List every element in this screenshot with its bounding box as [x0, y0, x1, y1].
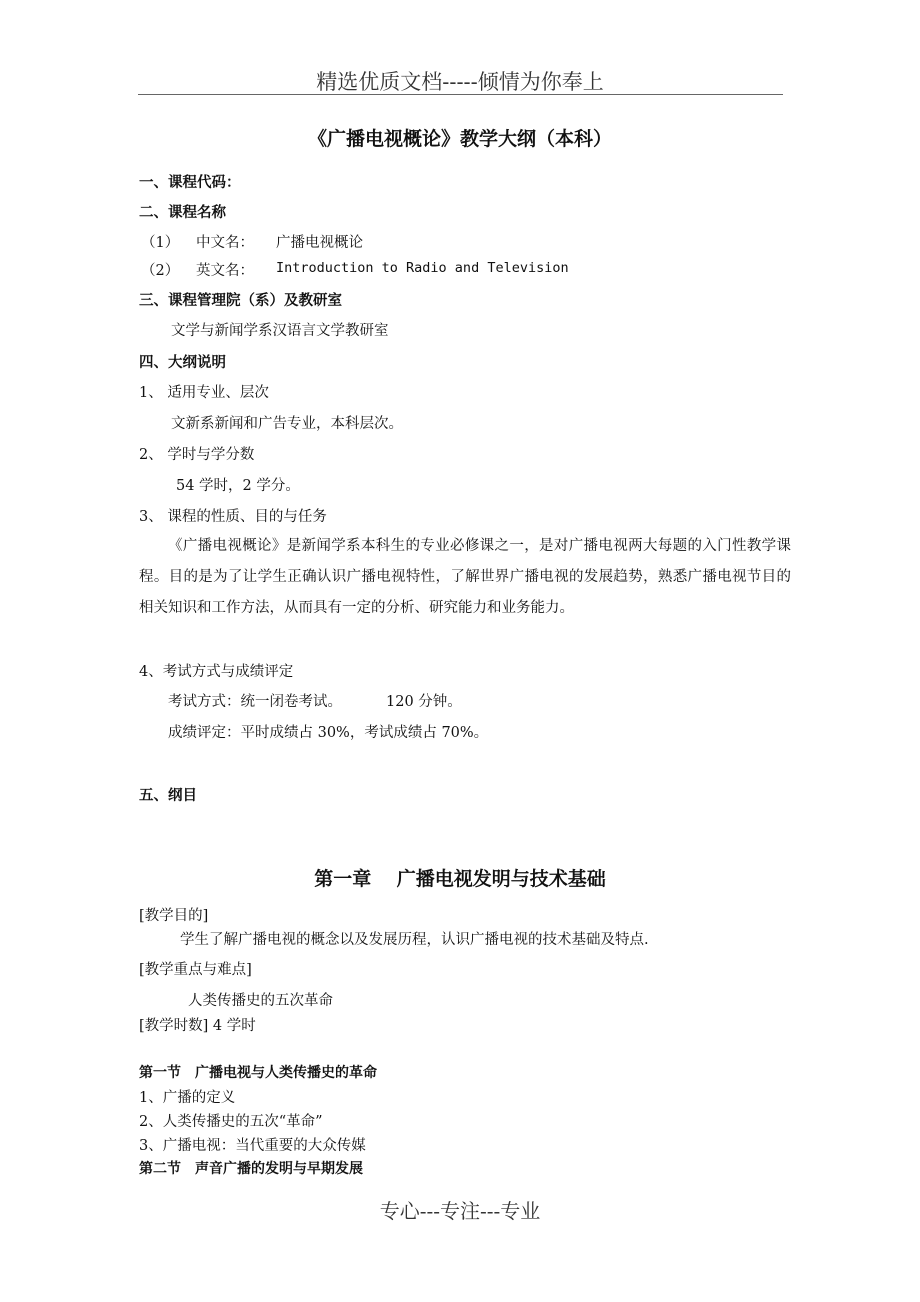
subheading-major: 1、 适用专业、层次: [139, 385, 269, 401]
section-1-item: 1、广播的定义: [139, 1090, 236, 1106]
heading-course-name: 二、课程名称: [139, 205, 226, 221]
section-1-item: 3、广播电视：当代重要的大众传媒: [139, 1138, 366, 1154]
purpose-label: [教学目的]: [139, 908, 209, 924]
key-points-label: [教学重点与难点]: [139, 962, 252, 978]
heading-department: 三、课程管理院（系）及教研室: [139, 293, 342, 309]
heading-outline-notes: 四、大纲说明: [139, 355, 226, 371]
hours-credits-text: 54 学时，2 学分。: [176, 478, 300, 494]
course-name-en-num: （2）: [141, 263, 180, 279]
exam-method: 考试方式：统一闭卷考试。: [168, 694, 342, 710]
grading-text: 成绩评定：平时成绩占 30%，考试成绩占 70%。: [168, 725, 489, 741]
section-1-title: 第一节 广播电视与人类传播史的革命: [139, 1065, 377, 1081]
department-text: 文学与新闻学系汉语言文学教研室: [171, 323, 389, 339]
heading-course-code: 一、课程代码：: [139, 175, 241, 191]
section-1-item: 2、人类传播史的五次“革命”: [139, 1114, 323, 1130]
subheading-hours-credits: 2、 学时与学分数: [139, 447, 255, 463]
header-rule: [138, 94, 783, 95]
page-header: 精选优质文档-----倾情为你奉上: [316, 70, 604, 94]
key-points-text: 人类传播史的五次革命: [188, 993, 333, 1009]
subheading-nature: 3、 课程的性质、目的与任务: [139, 509, 327, 525]
course-name-zh-label: 中文名：: [196, 235, 254, 251]
section-2-title: 第二节 声音广播的发明与早期发展: [139, 1161, 363, 1177]
nature-paragraph: 《广播电视概论》是新闻学系本科生的专业必修课之一，是对广播电视两大每题的入门性教学课程。目的是为了让学生正确认识广播电视特性，了解世界广播电视的发展趋势，熟悉广播电视节目的相关知识和工作方法，从而具有一定的分析、研究能力和业务能力。: [139, 538, 791, 616]
course-name-en-value: Introduction to Radio and Television: [276, 260, 569, 276]
subheading-exam: 4、考试方式与成绩评定: [139, 664, 294, 680]
document-title: 《广播电视概论》教学大纲（本科）: [307, 128, 612, 150]
exam-duration: 120 分钟。: [386, 694, 462, 710]
major-text: 文新系新闻和广告专业，本科层次。: [171, 416, 403, 432]
chapter-title: 第一章 广播电视发明与技术基础: [314, 868, 606, 890]
course-name-zh-num: （1）: [141, 235, 180, 251]
page-footer: 专心---专注---专业: [379, 1199, 541, 1223]
heading-outline: 五、纲目: [139, 788, 197, 804]
purpose-text: 学生了解广播电视的概念以及发展历程，认识广播电视的技术基础及特点.: [180, 932, 649, 948]
course-name-zh-value: 广播电视概论: [276, 235, 363, 251]
course-name-en-label: 英文名：: [196, 263, 254, 279]
teaching-hours: [教学时数] 4 学时: [139, 1018, 256, 1034]
